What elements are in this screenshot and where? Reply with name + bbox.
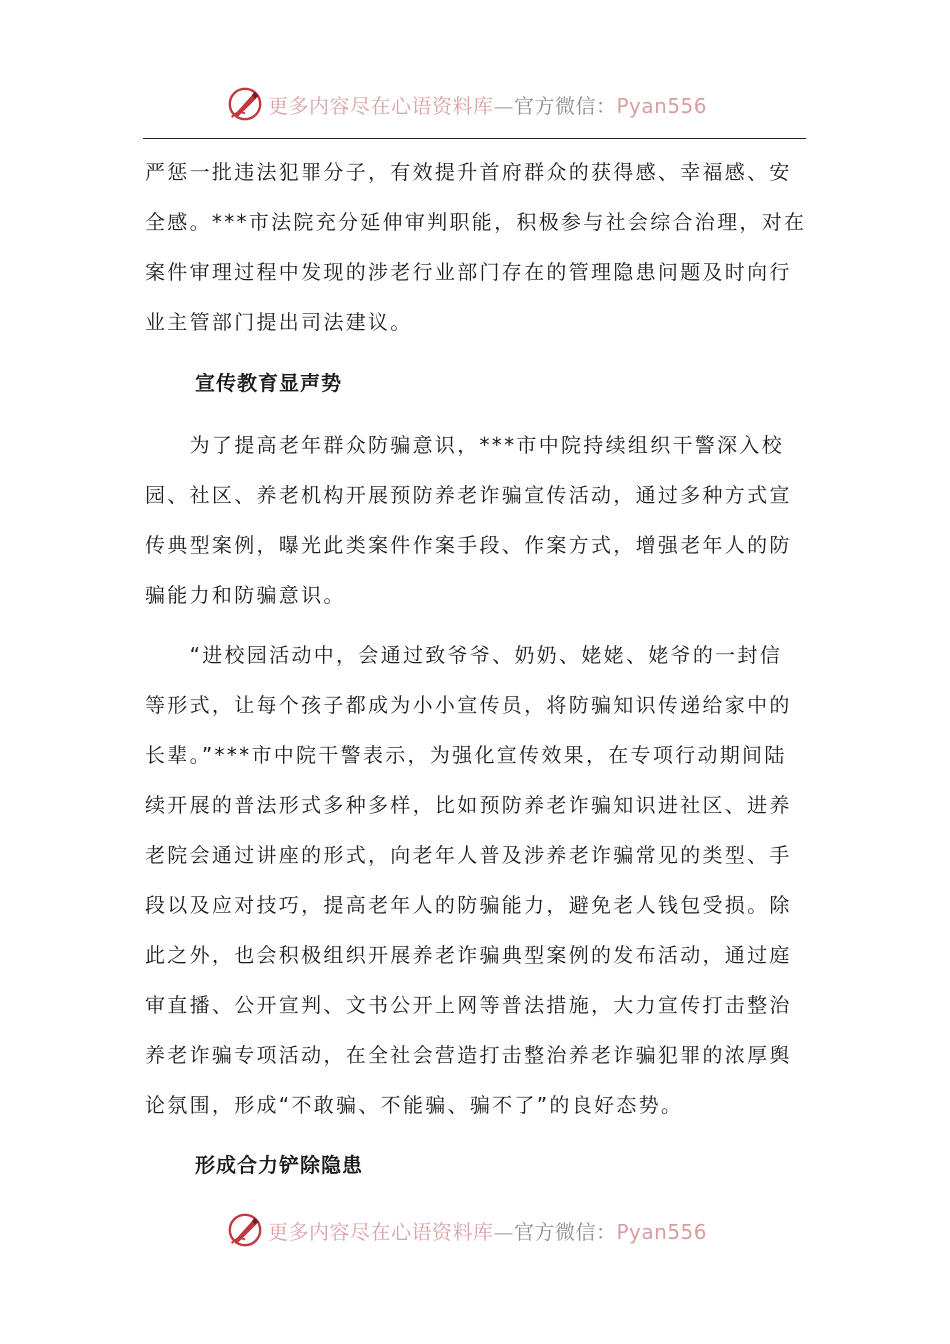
paragraph-line: 养老诈骗专项活动，在全社会营造打击整治养老诈骗犯罪的浓厚舆	[145, 1043, 792, 1067]
watermark-dash: —	[493, 93, 514, 118]
watermark-label: 官方微信：	[514, 93, 617, 118]
section-heading-2: 形成合力铲除隐患	[195, 1153, 363, 1177]
pen-logo-icon	[226, 85, 264, 123]
watermark-main-text: 更多内容尽在心语资料库	[268, 1219, 494, 1244]
watermark-text	[268, 1216, 707, 1245]
watermark-text	[268, 90, 707, 119]
paragraph-1	[145, 147, 805, 347]
paragraph-line: 全感。***市法院充分延伸审判职能，积极参与社会综合治理，对在	[145, 210, 807, 234]
watermark-label: 官方微信：	[514, 1219, 617, 1244]
header-divider	[143, 138, 806, 139]
paragraph-line: 等形式，让每个孩子都成为小小宣传员，将防骗知识传递给家中的	[145, 693, 792, 717]
paragraph-line: 审直播、公开宣判、文书公开上网等普法措施，大力宣传打击整治	[145, 993, 792, 1017]
paragraph-line: “进校园活动中，会通过致爷爷、奶奶、姥姥、姥爷的一封信	[145, 643, 783, 667]
pen-logo-icon	[226, 1211, 264, 1249]
paragraph-line: 为了提高老年群众防骗意识，***市中院持续组织干警深入校	[145, 433, 784, 457]
paragraph-line: 骗能力和防骗意识。	[145, 583, 346, 607]
paragraph-line: 老院会通过讲座的形式，向老年人普及涉养老诈骗常见的类型、手	[145, 843, 792, 867]
watermark-wechat-id: Pyan556	[616, 1219, 708, 1244]
paragraph-line: 传典型案例，曝光此类案件作案手段、作案方式，增强老年人的防	[145, 533, 792, 557]
paragraph-line: 案件审理过程中发现的涉老行业部门存在的管理隐患问题及时向行	[145, 260, 792, 284]
paragraph-line: 论氛围，形成“不敢骗、不能骗、骗不了”的良好态势。	[145, 1093, 684, 1117]
paragraph-line: 严惩一批违法犯罪分子，有效提升首府群众的获得感、幸福感、安	[145, 160, 792, 184]
paragraph-line: 长辈。”***市中院干警表示，为强化宣传效果，在专项行动期间陆	[145, 743, 787, 767]
paragraph-line: 园、社区、养老机构开展预防养老诈骗宣传活动，通过多种方式宣	[145, 483, 792, 507]
paragraph-2	[145, 420, 805, 620]
footer-watermark	[226, 1210, 746, 1250]
header-watermark	[226, 84, 746, 124]
watermark-wechat-id: Pyan556	[616, 93, 708, 118]
paragraph-line: 业主管部门提出司法建议。	[145, 310, 413, 334]
paragraph-3	[145, 630, 805, 1130]
paragraph-line: 此之外，也会积极组织开展养老诈骗典型案例的发布活动，通过庭	[145, 943, 792, 967]
paragraph-line: 段以及应对技巧，提高老年人的防骗能力，避免老人钱包受损。除	[145, 893, 792, 917]
section-heading-1: 宣传教育显声势	[195, 371, 342, 395]
watermark-dash: —	[493, 1219, 514, 1244]
watermark-main-text: 更多内容尽在心语资料库	[268, 93, 494, 118]
paragraph-line: 续开展的普法形式多种多样，比如预防养老诈骗知识进社区、进养	[145, 793, 792, 817]
